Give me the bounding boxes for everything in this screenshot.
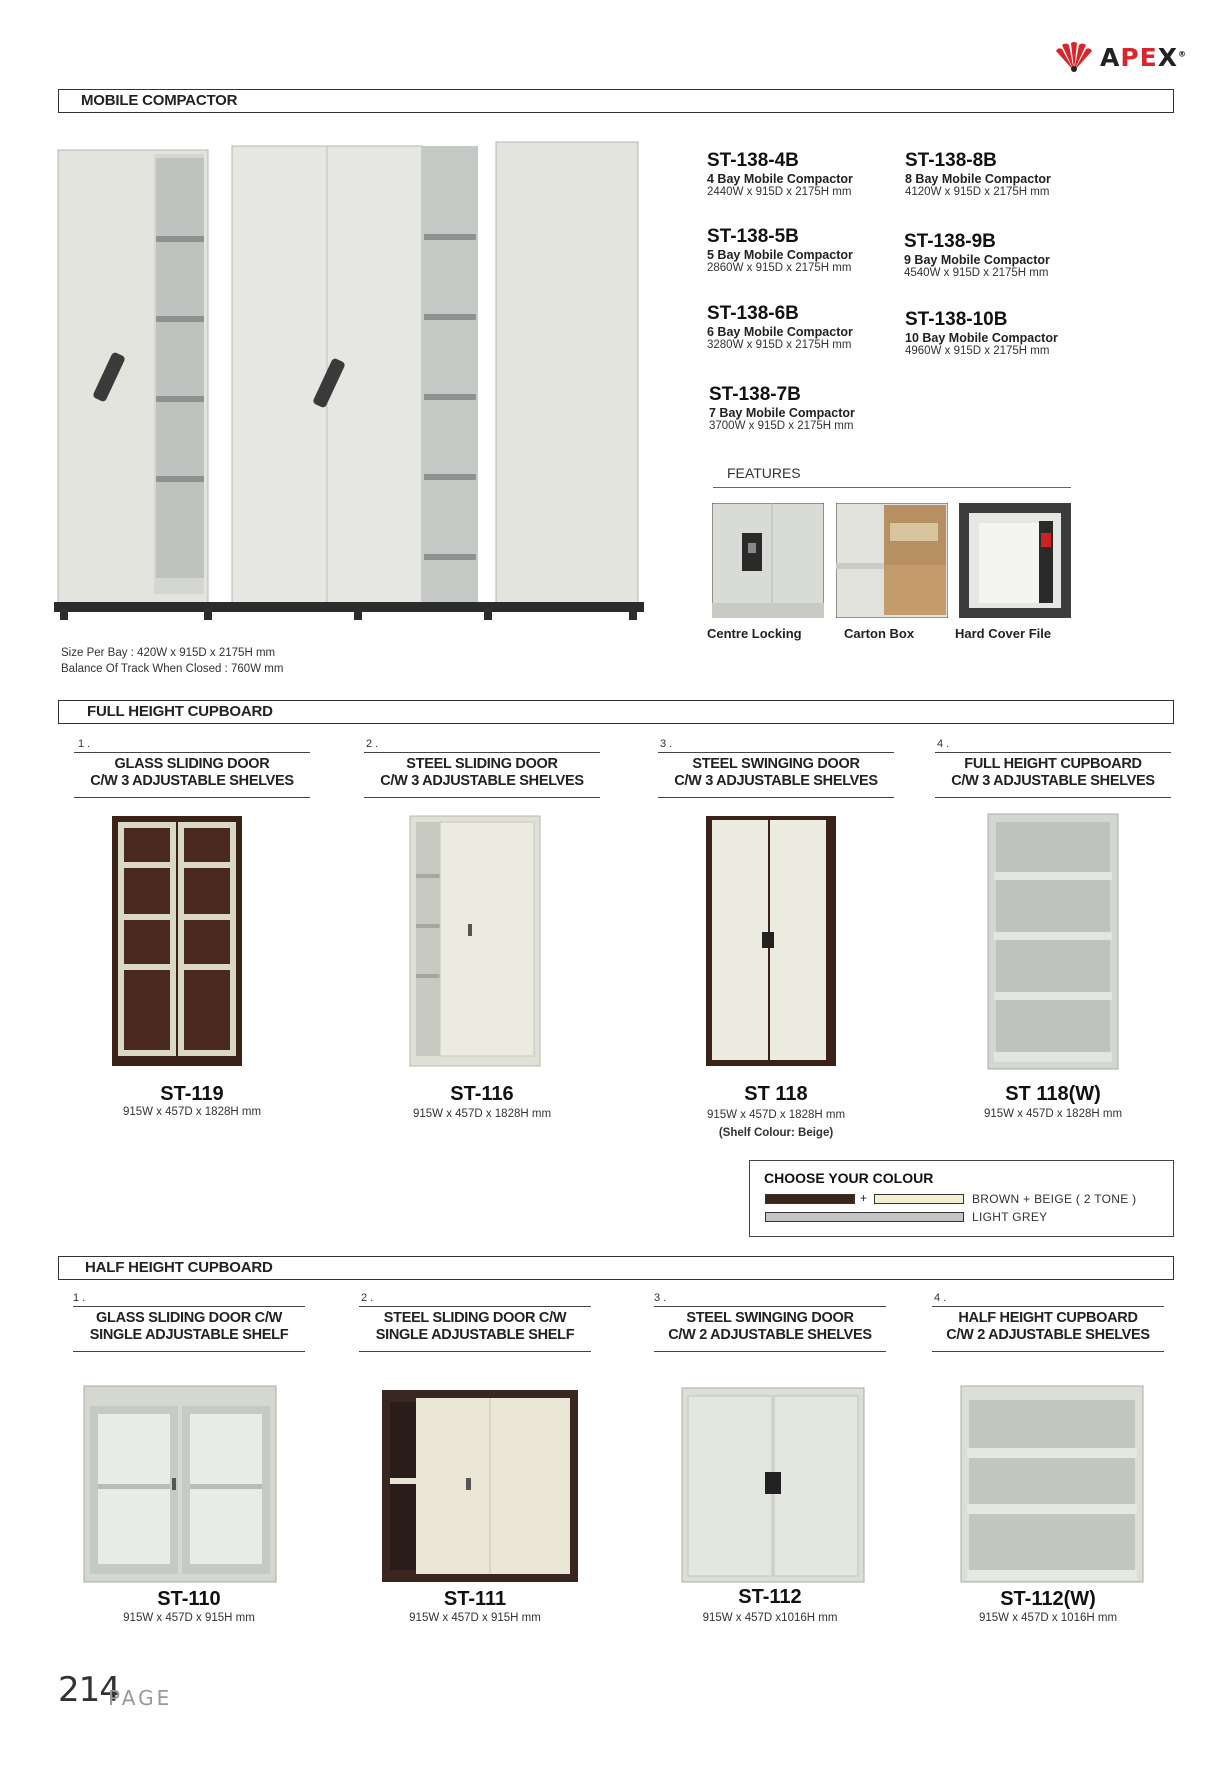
feature-caption-carton-box: Carton Box xyxy=(844,626,915,641)
features-title: FEATURES xyxy=(727,465,801,481)
product-code: ST-112 xyxy=(738,1586,802,1608)
product-code: ST-111 xyxy=(443,1588,507,1610)
product-code: ST-112(W) xyxy=(1000,1588,1096,1610)
product-code: ST-110 xyxy=(157,1588,221,1610)
column-top-rule xyxy=(658,752,894,753)
feature-caption-centre-locking: Centre Locking xyxy=(707,626,802,641)
model-st-138-4b: ST-138-4B 4 Bay Mobile Compactor 2440W x 915D x 2175H mm xyxy=(707,150,853,198)
product-dimensions: 915W x 457D x 1828H mm xyxy=(122,1106,262,1118)
feature-photo-centre-locking xyxy=(712,503,824,618)
column-bottom-rule xyxy=(654,1351,886,1352)
brand-name: APEX® xyxy=(1100,42,1188,72)
model-st-138-6b: ST-138-6B 6 Bay Mobile Compactor 3280W x 915D x 2175H mm xyxy=(707,303,853,351)
feature-photo-carton-box xyxy=(836,503,948,618)
colour-chooser-title: CHOOSE YOUR COLOUR xyxy=(764,1170,934,1186)
colour-chooser xyxy=(749,1160,1174,1237)
column-title: HALF HEIGHT CUPBOARD C/W 2 ADJUSTABLE SHELVES xyxy=(946,1310,1150,1343)
product-code: ST-116 xyxy=(450,1083,514,1105)
cupboard-photo-st-111 xyxy=(380,1388,580,1584)
column-top-rule xyxy=(935,752,1171,753)
column-title: STEEL SWINGING DOOR C/W 3 ADJUSTABLE SHELVES xyxy=(674,756,878,789)
item-number: 3 . xyxy=(654,1292,667,1304)
page-label: PAGE xyxy=(108,1686,173,1710)
product-code: ST-119 xyxy=(160,1083,224,1105)
item-number: 1 . xyxy=(73,1292,86,1304)
column-bottom-rule xyxy=(74,797,310,798)
peacock-icon xyxy=(1052,41,1096,73)
model-st-138-10b: ST-138-10B 10 Bay Mobile Compactor 4960W x 915D x 2175H mm xyxy=(905,309,1058,357)
column-top-rule xyxy=(932,1306,1164,1307)
column-title: STEEL SLIDING DOOR C/W 3 ADJUSTABLE SHELVES xyxy=(380,756,584,789)
colour-option-light-grey: LIGHT GREY xyxy=(972,1210,1048,1224)
product-code: ST 118 xyxy=(744,1083,808,1105)
page-number: 214 xyxy=(58,1670,120,1710)
section-bar-mobile: MOBILE COMPACTOR xyxy=(58,89,1174,113)
item-number: 2 . xyxy=(366,738,379,750)
note-size-per-bay: Size Per Bay : 420W x 915D x 2175H mm xyxy=(61,647,276,659)
features-divider xyxy=(713,487,1071,488)
column-top-rule xyxy=(364,752,600,753)
item-number: 3 . xyxy=(660,738,673,750)
plus-sign: + xyxy=(860,1191,868,1205)
swatch-light-grey[interactable] xyxy=(765,1212,964,1222)
cupboard-photo-st-119 xyxy=(110,814,244,1069)
model-st-138-5b: ST-138-5B 5 Bay Mobile Compactor 2860W x 915D x 2175H mm xyxy=(707,226,853,274)
product-dimensions: 915W x 457D x1016H mm xyxy=(702,1612,838,1624)
column-bottom-rule xyxy=(932,1351,1164,1352)
product-code: ST 118(W) xyxy=(1005,1083,1101,1105)
column-bottom-rule xyxy=(364,797,600,798)
note-balance-track: Balance Of Track When Closed : 760W mm xyxy=(61,663,284,675)
product-dimensions: 915W x 457D x 1828H mm xyxy=(412,1108,552,1120)
column-bottom-rule xyxy=(73,1351,305,1352)
column-title: STEEL SWINGING DOOR C/W 2 ADJUSTABLE SHELVES xyxy=(668,1310,872,1343)
product-dimensions: 915W x 457D x 1828H mm xyxy=(706,1109,846,1121)
column-title: GLASS SLIDING DOOR C/W 3 ADJUSTABLE SHELVES xyxy=(90,756,294,789)
item-number: 2 . xyxy=(361,1292,374,1304)
cupboard-photo-st-118w xyxy=(986,812,1122,1072)
cupboard-photo-st-112 xyxy=(680,1386,866,1584)
column-bottom-rule xyxy=(935,797,1171,798)
swatch-brown[interactable] xyxy=(765,1194,855,1204)
product-dimensions: 915W x 457D x 1828H mm xyxy=(983,1108,1123,1120)
swatch-beige[interactable] xyxy=(874,1194,964,1204)
model-st-138-8b: ST-138-8B 8 Bay Mobile Compactor 4120W x 915D x 2175H mm xyxy=(905,150,1051,198)
column-title: GLASS SLIDING DOOR C/W SINGLE ADJUSTABLE SHELF xyxy=(89,1310,289,1343)
feature-caption-hard-cover-file: Hard Cover File xyxy=(955,626,1052,641)
brand-logo xyxy=(1052,40,1192,74)
item-number: 4 . xyxy=(934,1292,947,1304)
cupboard-photo-st-116 xyxy=(408,814,542,1069)
model-st-138-7b: ST-138-7B 7 Bay Mobile Compactor 3700W x 915D x 2175H mm xyxy=(709,384,855,432)
product-dimensions: 915W x 457D x 1016H mm xyxy=(978,1612,1118,1624)
feature-photo-hard-cover-file xyxy=(959,503,1071,618)
column-title: STEEL SLIDING DOOR C/W SINGLE ADJUSTABLE SHELF xyxy=(375,1310,575,1343)
column-bottom-rule xyxy=(658,797,894,798)
column-title: FULL HEIGHT CUPBOARD C/W 3 ADJUSTABLE SHELVES xyxy=(951,756,1155,789)
column-top-rule xyxy=(654,1306,886,1307)
item-number: 4 . xyxy=(937,738,950,750)
cupboard-photo-st-118 xyxy=(704,814,838,1069)
column-top-rule xyxy=(74,752,310,753)
colour-option-two-tone: BROWN + BEIGE ( 2 TONE ) xyxy=(972,1192,1137,1206)
item-number: 1 . xyxy=(78,738,91,750)
cupboard-photo-st-110 xyxy=(82,1384,278,1584)
product-dimensions: 915W x 457D x 915H mm xyxy=(123,1612,255,1624)
section-bar-full-height: FULL HEIGHT CUPBOARD xyxy=(58,700,1174,724)
mobile-compactor-photo xyxy=(54,140,644,640)
shelf-colour-note: (Shelf Colour: Beige) xyxy=(718,1127,834,1139)
section-bar-half-height: HALF HEIGHT CUPBOARD xyxy=(58,1256,1174,1280)
column-bottom-rule xyxy=(359,1351,591,1352)
cupboard-photo-st-112w xyxy=(959,1384,1145,1584)
column-top-rule xyxy=(73,1306,305,1307)
model-st-138-9b: ST-138-9B 9 Bay Mobile Compactor 4540W x 915D x 2175H mm xyxy=(904,231,1050,279)
product-dimensions: 915W x 457D x 915H mm xyxy=(409,1612,541,1624)
column-top-rule xyxy=(359,1306,591,1307)
